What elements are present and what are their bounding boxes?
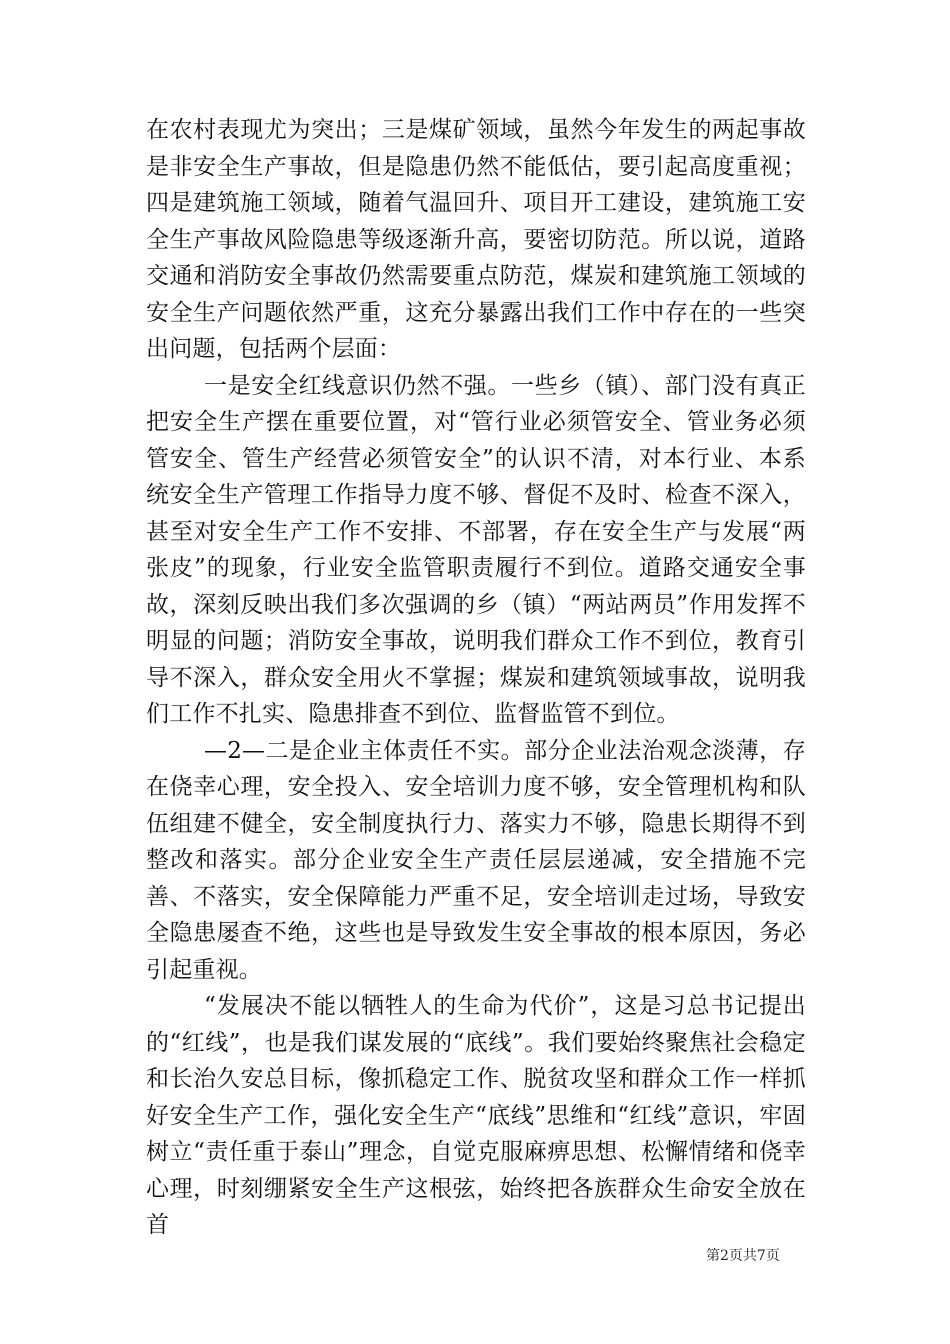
page-number: 第2页共7页: [706, 1248, 780, 1264]
paragraph-enterprise-responsibility: —2—二是企业主体责任不实。部分企业法治观念淡薄，存在侥幸心理，安全投入、安全培训力度不够，安全管理机构和队伍组建不健全，安全制度执行力、落实力不够，隐患长期得不到整改和落实。部分企业安全生产责任层层递减，安全措施不完善、不落实，安全保障能力严重不足，安全培训走过场，导致安全隐患屡查不绝，这些也是导致发生安全事故的根本原因，务必引起重视。: [146, 737, 806, 983]
paragraph-continuation: 在农村表现尤为突出；三是煤矿领域，虽然今年发生的两起事故是非安全生产事故，但是隐患仍然不能低估，要引起高度重视；四是建筑施工领域，随着气温回升、项目开工建设，建筑施工安全生产事故风险隐患等级逐渐升高，要密切防范。所以说，道路交通和消防安全事故仍然需要重点防范，煤炭和建筑施工领域的安全生产问题依然严重，这充分暴露出我们工作中存在的一些突出问题，包括两个层面：: [146, 117, 806, 362]
paragraph-safety-redline: 一是安全红线意识仍然不强。一些乡（镇）、部门没有真正把安全生产摆在重要位置，对“管行业必须管安全、管业务必须管安全、管生产经营必须管安全”的认识不清，对本行业、本系统安全生产管理工作指导力度不够、督促不及时、检查不深入，甚至对安全生产工作不安排、不部署，存在安全生产与发展“两张皮”的现象，行业安全监管职责履行不到位。道路交通安全事故，深刻反映出我们多次强调的乡（镇）“两站两员”作用发挥不明显的问题；消防安全事故，说明我们群众工作不到位，教育引导不深入，群众安全用火不掌握；煤炭和建筑领域事故，说明我们工作不扎实、隐患排查不到位、监督监管不到位。: [146, 372, 806, 727]
paragraph-development-bottomline: “发展决不能以牺牲人的生命为代价”，这是习总书记提出的“红线”，也是我们谋发展的“底线”。我们要始终聚焦社会稳定和长治久安总目标，像抓稳定工作、脱贫攻坚和群众工作一样抓好安全生产工作，强化安全生产“底线”思维和“红线”意识，牢固树立“责任重于泰山”理念，自觉克服麻痹思想、松懈情绪和侥幸心理，时刻绷紧安全生产这根弦，始终把各族群众生命安全放在首: [146, 993, 806, 1238]
document-body: [146, 112, 806, 1244]
